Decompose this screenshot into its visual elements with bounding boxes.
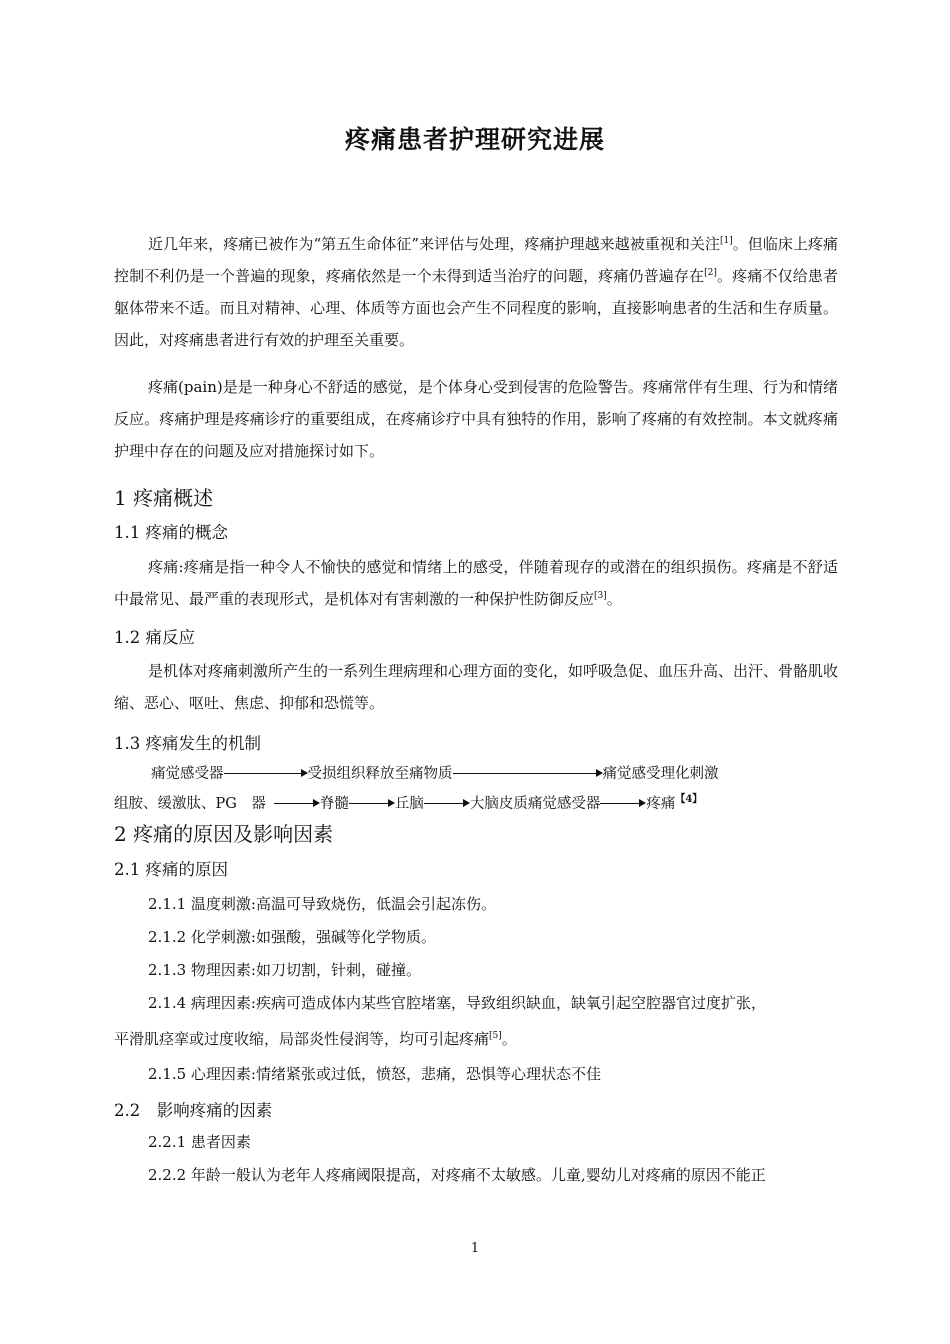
citation-5: [5]: [489, 1031, 502, 1041]
section-1-3-heading: 1.3 疼痛发生的机制: [114, 734, 261, 753]
section-1-heading: 1 疼痛概述: [114, 486, 214, 510]
intro-paragraph-2: 疼痛(pain)是是一种身心不舒适的感觉，是个体身心受到侵害的危险警告。疼痛常伴有生理、行为和情绪反应。疼痛护理是疼痛诊疗的重要组成，在疼痛诊疗中具有独特的作用，影响了疼痛的有效控制。本文就疼痛护理中存在的问题及应对措施探讨如下。: [114, 378, 838, 460]
cause-item-4-end: 。: [501, 1030, 517, 1048]
flow-arrow-icon: [424, 799, 470, 809]
intro-p1-text-b: 。但临床上疼痛控制不利仍是一个普遍的现象，疼痛依然是一个未得到适当治疗的问题，疼痛仍普遍存在: [114, 235, 838, 285]
intro-paragraph-1: [114, 228, 838, 356]
factor-item-1: 2.2.1 患者因素: [148, 1133, 251, 1151]
cause-item-4: 2.1.4 病理因素:疾病可造成体内某些官腔堵塞，导致组织缺血，缺氧引起空腔器官过度扩张，: [148, 994, 766, 1012]
flow2-node-2: 脊髓: [319, 795, 349, 812]
flow1-node-2: 受损组织释放至痛物质: [307, 766, 453, 782]
cause-item-4-continued: [114, 1028, 517, 1049]
section-1-1-paragraph: [114, 551, 838, 615]
factor-item-2: 2.2.2 年龄一般认为老年人疼痛阈限提高，对疼痛不太敏感。儿童,婴幼儿对疼痛的原因不能正: [148, 1166, 766, 1184]
section-2-2-heading: 2.2 影响疼痛的因素: [114, 1101, 273, 1120]
cause-item-2: 2.1.2 化学刺激:如强酸，强碱等化学物质。: [148, 928, 436, 946]
flow2-node-3: 丘脑: [394, 795, 424, 812]
section-1-1-text-end: 。: [606, 590, 622, 608]
flow2-node-5: 疼痛: [646, 795, 676, 812]
flow1-node-3: 痛觉感受理化刺激: [602, 766, 719, 782]
mechanism-flow-line-2: [114, 790, 702, 813]
document-title: 疼痛患者护理研究进展: [344, 125, 605, 154]
mechanism-flow-line-1: [151, 762, 719, 783]
flow-arrow-icon: [600, 799, 646, 809]
section-2-heading: 2 疼痛的原因及影响因素: [114, 822, 334, 846]
page-number: 1: [470, 1241, 480, 1256]
cause-item-4-text: 平滑肌痉挛或过度收缩，局部炎性侵润等，均可引起疼痛: [114, 1030, 490, 1048]
citation-4: 【4】: [675, 794, 703, 805]
cause-item-1: 2.1.1 温度刺激:高温可导致烧伤，低温会引起冻伤。: [148, 895, 496, 913]
citation-1: [1]: [719, 236, 733, 246]
section-1-1-text: 疼痛:疼痛是指一种令人不愉快的感觉和情绪上的感受，伴随着现存的或潜在的组织损伤。疼痛是不舒适中最常见、最严重的表现形式，是机体对有害刺激的一种保护性防御反应: [114, 558, 838, 608]
intro-p1-text-c: 。疼痛不仅给患者躯体带来不适。而且对精神、心理、体质等方面也会产生不同程度的影响，直接影响患者的生活和生存质量。因此，对疼痛患者进行有效的护理至关重要。: [114, 267, 838, 349]
section-1-2-paragraph: 是机体对疼痛刺激所产生的一系列生理病理和心理方面的变化，如呼吸急促、血压升高、出汗、骨骼肌收缩、恶心、呕吐、焦虑、抑郁和恐慌等。: [114, 662, 839, 712]
section-1-2-heading: 1.2 痛反应: [114, 628, 195, 647]
citation-3: [3]: [594, 591, 607, 601]
flow2-node-4: 大脑皮质痛觉感受器: [469, 795, 601, 812]
cause-item-5: 2.1.5 心理因素:情绪紧张或过低，愤怒，悲痛，恐惧等心理状态不佳: [148, 1065, 601, 1083]
section-2-1-heading: 2.1 疼痛的原因: [114, 860, 228, 879]
flow-arrow-icon: [453, 769, 603, 779]
flow-arrow-icon: [349, 799, 395, 809]
intro-p1-text-a: 近几年来，疼痛已被作为“第五生命体征”来评估与处理，疼痛护理越来越被重视和关注: [148, 235, 720, 253]
section-1-1-heading: 1.1 疼痛的概念: [114, 523, 228, 542]
flow-arrow-icon: [274, 799, 320, 809]
flow1-node-1: 痛觉感受器: [151, 766, 224, 782]
citation-2: [2]: [704, 268, 717, 278]
flow2-node-1: 组胺、缓激肽、PG 器: [114, 795, 266, 812]
cause-item-3: 2.1.3 物理因素:如刀切割，针刺，碰撞。: [148, 961, 421, 979]
flow-arrow-icon: [224, 769, 308, 779]
